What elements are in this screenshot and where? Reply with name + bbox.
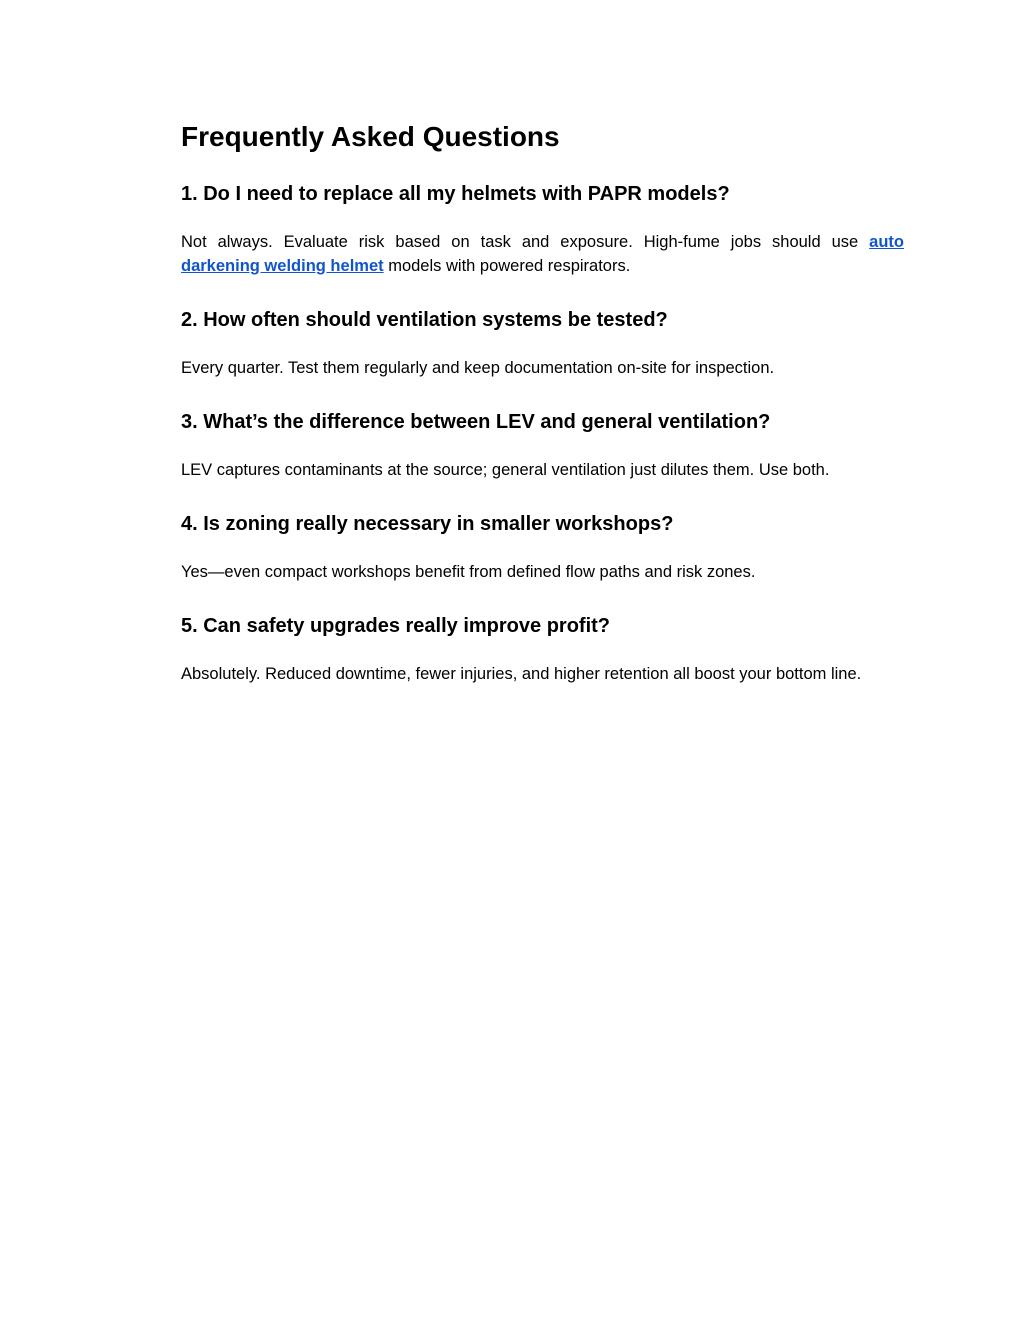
faq-item-5 [181, 612, 904, 686]
faq-answer-5: Absolutely. Reduced downtime, fewer injuries, and higher retention all boost your bottom line. [181, 665, 862, 683]
faq-answer-1 [181, 230, 904, 278]
faq-question-5: 5. Can safety upgrades really improve profit? [181, 615, 611, 637]
faq-answer-4: Yes—even compact workshops benefit from defined flow paths and risk zones. [181, 563, 756, 581]
faq-question-3: 3. What’s the difference between LEV and general ventilation? [181, 411, 771, 433]
faq-question-2: 2. How often should ventilation systems be tested? [181, 309, 668, 331]
faq-item-1 [181, 180, 904, 278]
auto-darkening-helmet-link[interactable]: auto darkening welding helmet [181, 233, 904, 275]
faq-answer-3: LEV captures contaminants at the source; general ventilation just dilutes them. Use both. [181, 461, 830, 479]
faq-answer-1-text-before: Not always. Evaluate risk based on task and exposure. High-fume jobs should use [181, 233, 870, 251]
faq-answer-1-text-after: models with powered respirators. [383, 257, 631, 275]
faq-item-4 [181, 510, 904, 584]
faq-item-2 [181, 306, 904, 380]
faq-answer-2: Every quarter. Test them regularly and keep documentation on-site for inspection. [181, 359, 775, 377]
page-title: Frequently Asked Questions [181, 121, 560, 152]
document-page [181, 118, 904, 686]
faq-question-4: 4. Is zoning really necessary in smaller workshops? [181, 513, 674, 535]
faq-question-1: 1. Do I need to replace all my helmets with PAPR models? [181, 183, 730, 205]
faq-item-3 [181, 408, 904, 482]
